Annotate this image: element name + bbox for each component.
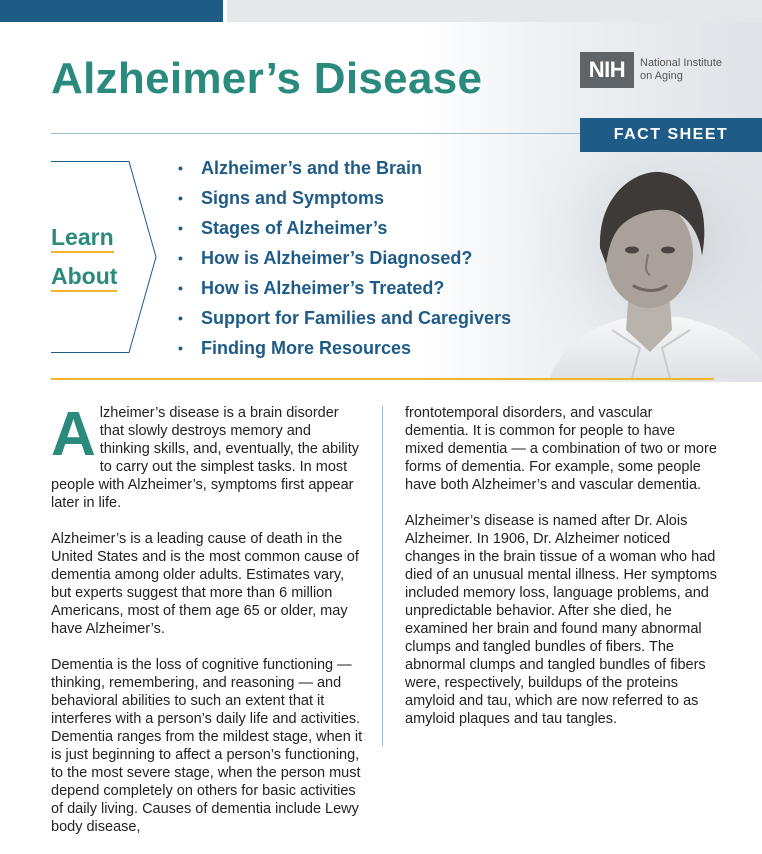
body-paragraph: Alzheimer’s disease is named after Dr. Alois Alzheimer. In 1906, Dr. Alzheimer noticed changes in the brain tissue of a woman who had died of an unusual mental illness. Her symptoms included memory loss, language problems, and unpredictable behavior. After she died, he examined her brain and found many abnormal clumps and tangled bundles of fibers. The abnormal clumps and tangled bundles of fibers were, respectively, buildups of the proteins amyloid and tau, which are now referred to as amyloid plaques and tau tangles. <box>405 513 717 727</box>
topic-item <box>178 303 511 333</box>
title-divider <box>51 133 583 134</box>
topic-item <box>178 183 511 213</box>
topic-label: Finding More Resources <box>201 338 412 358</box>
topic-label: Alzheimer’s and the Brain <box>201 158 423 178</box>
learn-about-heading-line2: About <box>51 263 117 292</box>
topic-item <box>178 273 511 303</box>
topic-label: How is Alzheimer’s Diagnosed? <box>201 248 473 268</box>
drop-cap: A <box>51 400 96 469</box>
learn-about-heading-line1: Learn <box>51 224 114 253</box>
bullet-icon: • <box>178 250 183 266</box>
bullet-icon: • <box>178 220 183 236</box>
bullet-icon: • <box>178 280 183 296</box>
fact-sheet-badge: FACT SHEET <box>580 118 762 152</box>
older-woman-photo <box>520 152 762 378</box>
nih-logo-text <box>640 57 722 83</box>
body-column-right <box>405 404 717 746</box>
topic-label: Signs and Symptoms <box>201 188 385 208</box>
topic-item <box>178 243 511 273</box>
topic-list <box>178 153 511 363</box>
intro-text: lzheimer’s disease is a brain disorder that slowly destroys memory and thinking skills, and, eventually, the ability to carry out the simplest tasks. In most people with Alzheimer’s, symptoms first appear later in life. <box>51 405 360 511</box>
topic-label: Stages of Alzheimer’s <box>201 218 388 238</box>
page-title: Alzheimer’s Disease <box>51 54 483 103</box>
nih-logo <box>580 52 722 88</box>
body-paragraph: frontotemporal disorders, and vascular dementia. It is common for people to have mixed dementia — a combination of two or more forms of dementia. For example, some people have both Alzheimer’s and vascular dementia. <box>405 405 717 493</box>
nih-logo-mark: NIH <box>580 52 634 88</box>
body-paragraph: Alzheimer’s is a leading cause of death in the United States and is the most common cause of dementia among older adults. Estimates vary, but experts suggest that more than 6 million Americans, most of them age 65 or older, may have Alzheimer’s. <box>51 531 359 637</box>
topic-item <box>178 333 511 363</box>
org-name-line1: National Institute <box>640 57 722 69</box>
section-divider <box>51 378 714 380</box>
topic-label: Support for Families and Caregivers <box>201 308 512 328</box>
bullet-icon: • <box>178 340 183 356</box>
body-paragraph: Dementia is the loss of cognitive functioning — thinking, remembering, and reasoning — and behavioral abilities to such an extent that it interferes with a person’s daily life and activities. Dementia ranges from the mildest stage, when it is just beginning to affect a person’s functioning, to the most severe stage, when the person must depend completely on others for basic activities of daily living. Causes of dementia include Lewy body disease, <box>51 657 363 835</box>
body-column-left <box>51 400 363 854</box>
bullet-icon: • <box>178 190 183 206</box>
topic-label: How is Alzheimer’s Treated? <box>201 278 445 298</box>
topic-item <box>178 153 511 183</box>
bullet-icon: • <box>178 160 183 176</box>
bullet-icon: • <box>178 310 183 326</box>
top-bar-accent <box>0 0 223 22</box>
intro-paragraph <box>51 400 363 512</box>
chevron-outline-icon <box>51 161 161 353</box>
org-name-line2: on Aging <box>640 70 683 82</box>
topic-item <box>178 213 511 243</box>
top-bar-gray <box>227 0 762 22</box>
column-divider <box>382 406 383 746</box>
